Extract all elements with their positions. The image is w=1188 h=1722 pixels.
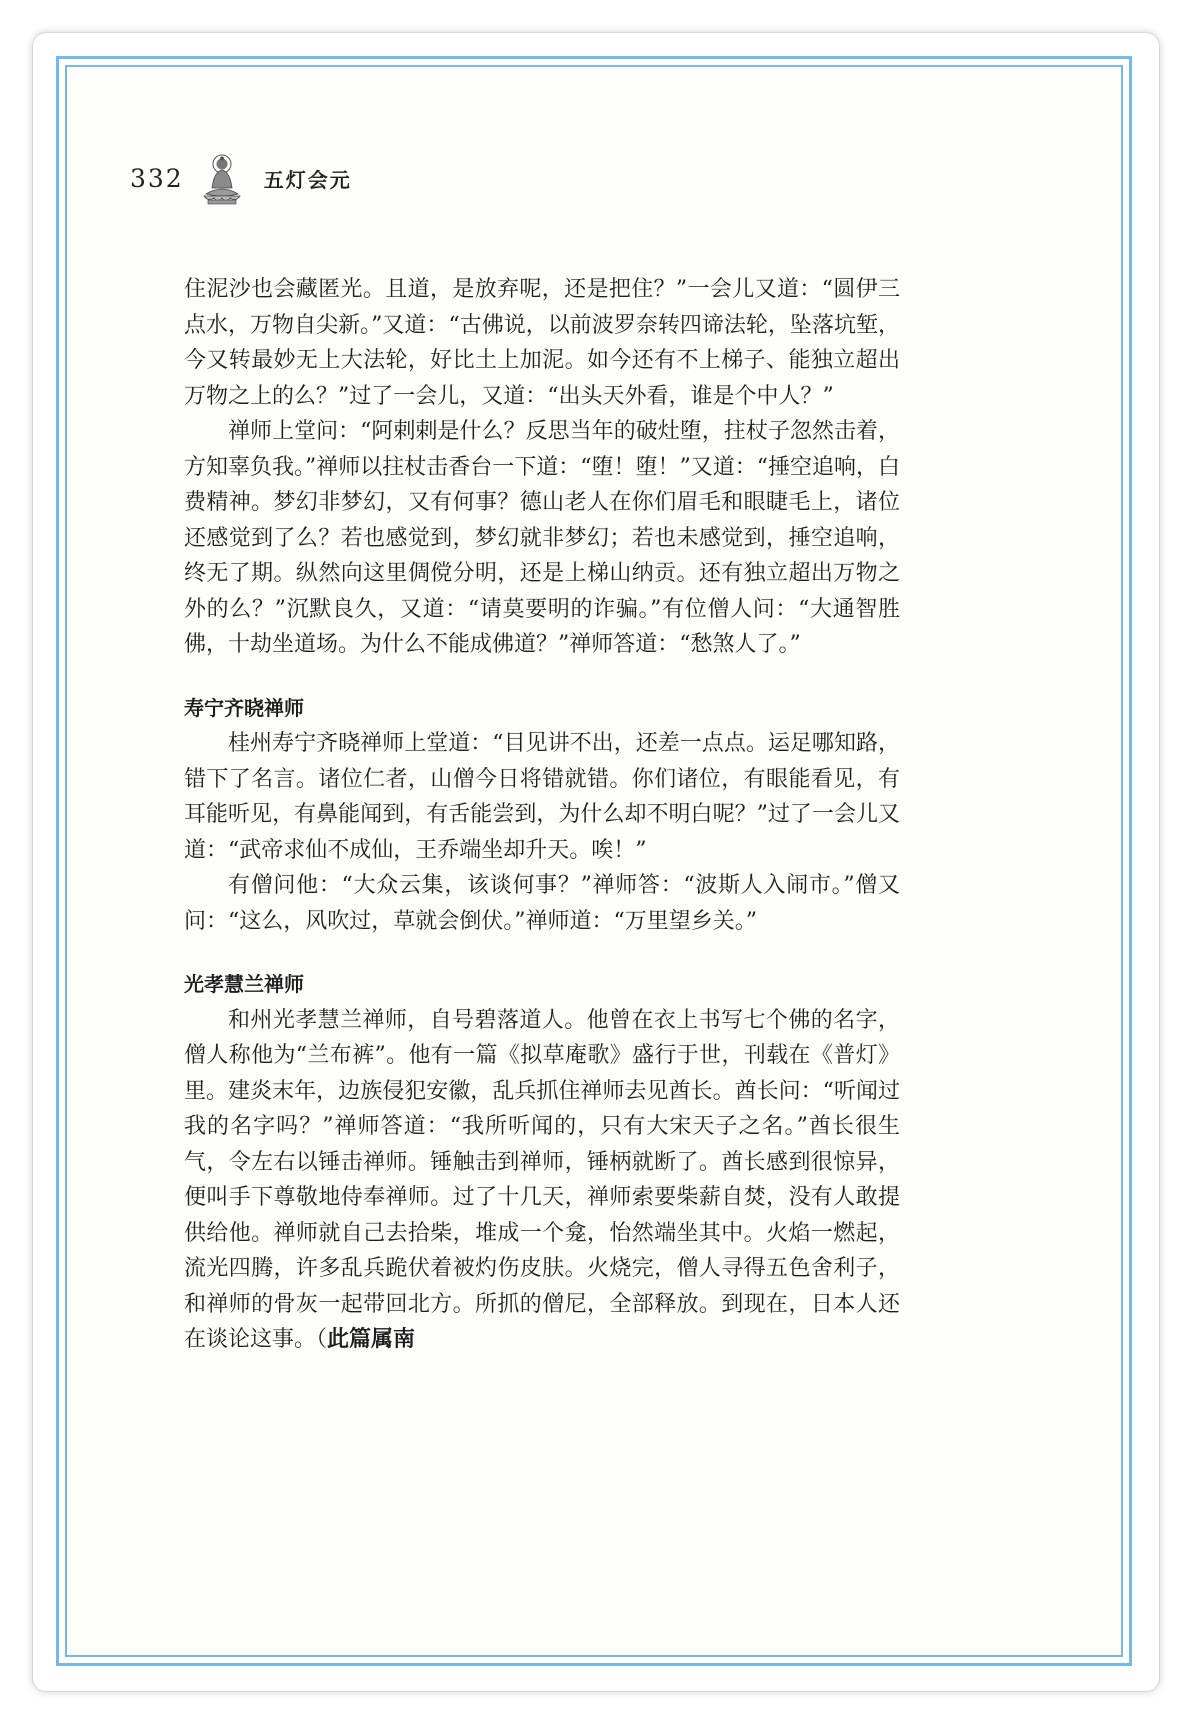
running-header	[130, 148, 352, 208]
book-title: 五灯会元	[263, 167, 352, 192]
paragraph	[184, 1003, 900, 1358]
paragraph-continuation: 住泥沙也会藏匿光。且道，是放弃呢，还是把住？”一会儿又道：“圆伊三点水，万物自尖新。”又道：“古佛说，以前波罗奈转四谛法轮，坠落坑堑，今又转最妙无上大法轮，好比土上加泥。如今还有不上梯子、能独立超出万物之上的么？”过了一会儿，又道：“出头天外看，谁是个中人？”	[184, 277, 900, 409]
paragraph-text: 和州光孝慧兰禅师，自号碧落道人。他曾在衣上书写七个佛的名字，僧人称他为“兰布裤”。他有一篇《拟草庵歌》盛行于世，刊载在《普灯》里。建炎末年，边族侵犯安徽，乱兵抓住禅师去见酋长。酋长问：“听闻过我的名字吗？”禅师答道：“我所听闻的，只有大宋天子之名。”酋长很生气，令左右以锤击禅师。锤触击到禅师，锤柄就断了。酋长感到很惊异，便叫手下尊敬地侍奉禅师。过了十几天，禅师索要柴薪自焚，没有人敢提供给他。禅师就自己去拾柴，堆成一个龛，怡然端坐其中。火焰一燃起，流光四腾，许多乱兵跪伏着被灼伤皮肤。火烧完，僧人寻得五色舍利子，和禅师的骨灰一起带回北方。所抓的僧尼，全部释放。到现在，日本人还在谈论这事。（	[184, 1007, 900, 1352]
paragraph: 有僧问他：“大众云集，该谈何事？”禅师答：“波斯人入闹市。”僧又问：“这么，风吹过，草就会倒伏。”禅师道：“万里望乡关。”	[184, 873, 900, 934]
paragraph: 禅师上堂问：“阿剌剌是什么？反思当年的破灶堕，拄杖子忽然击着，方知辜负我。”禅师以拄杖击香台一下道：“堕！堕！”又道：“捶空追响，白费精神。梦幻非梦幻，又有何事？德山老人在你们眉毛和眼睫毛上，诸位还感觉到了么？若也感觉到，梦幻就非梦幻；若也未感觉到，捶空追响，终无了期。纵然向这里倜傥分明，还是上梯山纳贡。还有独立超出万物之外的么？”沉默良久，又道：“请莫要明的诈骗。”有位僧人问：“大通智胜佛，十劫坐道场。为什么不能成佛道？”禅师答道：“愁煞人了。”	[184, 419, 900, 657]
section-heading: 光孝慧兰禅师	[184, 972, 304, 996]
paragraph: 桂州寿宁齐晓禅师上堂道：“目见讲不出，还差一点点。运足哪知路，错下了名言。诸位仁者，山僧今日将错就错。你们诸位，有眼能看见，有耳能听见，有鼻能闻到，有舌能尝到，为什么却不明白呢？”过了一会儿又道：“武帝求仙不成仙，王乔端坐却升天。唉！”	[184, 731, 900, 863]
page-number: 332	[130, 163, 184, 193]
main-text	[184, 272, 900, 1358]
section-heading: 寿宁齐晓禅师	[184, 695, 304, 720]
note-bold-text: 此篇属南	[327, 1327, 416, 1352]
buddha-icon	[200, 150, 244, 206]
